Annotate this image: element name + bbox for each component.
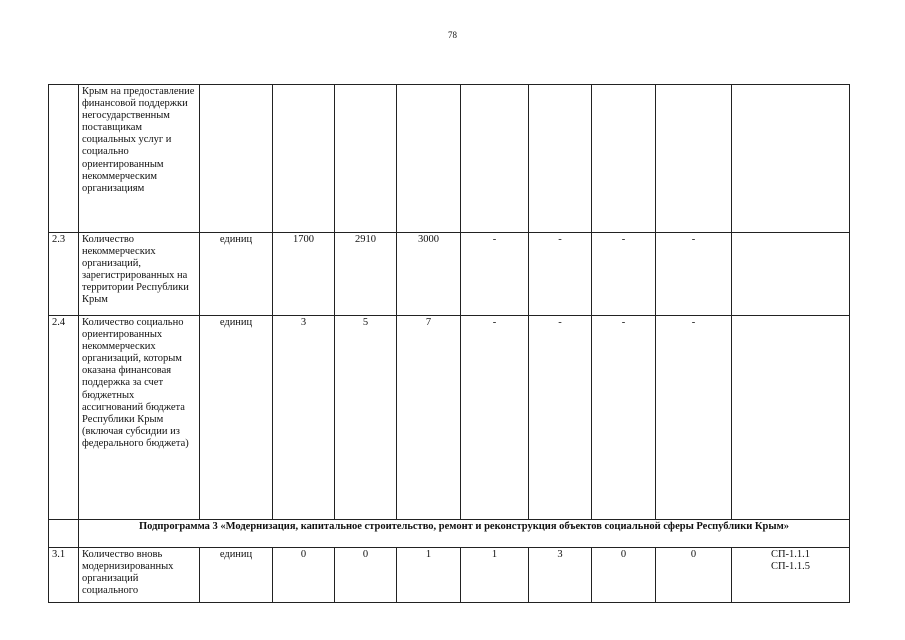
- unit-cell: единиц: [200, 316, 273, 520]
- reference-code: СП-1.1.1: [770, 549, 811, 560]
- value-cell: 1: [397, 548, 461, 603]
- value-cell: -: [592, 316, 656, 520]
- value-cell: -: [529, 316, 592, 520]
- value-cell: 7: [397, 316, 461, 520]
- unit-cell: единиц: [200, 233, 273, 316]
- value-cell: [335, 85, 397, 233]
- unit-cell: [200, 85, 273, 233]
- reference-code: СП-1.1.5: [770, 561, 811, 573]
- subprogram-title: Подпрограмма 3 «Модернизация, капитальное строительство, ремонт и реконструкция объектов социальной сферы Республики Крым»: [79, 520, 850, 548]
- value-cell: [529, 85, 592, 233]
- value-cell: [656, 85, 732, 233]
- table-row: [49, 548, 850, 603]
- value-cell: 0: [335, 548, 397, 603]
- row-number: [49, 520, 79, 548]
- value-cell: 0: [656, 548, 732, 603]
- row-number: 2.3: [49, 233, 79, 316]
- value-cell: [273, 85, 335, 233]
- value-cell: 5: [335, 316, 397, 520]
- value-cell: -: [656, 233, 732, 316]
- reference-cell: [732, 85, 850, 233]
- unit-cell: единиц: [200, 548, 273, 603]
- value-cell: [397, 85, 461, 233]
- value-cell: 1: [461, 548, 529, 603]
- value-cell: -: [461, 233, 529, 316]
- value-cell: 1700: [273, 233, 335, 316]
- value-cell: [592, 85, 656, 233]
- value-cell: 3: [273, 316, 335, 520]
- table-row: [49, 233, 850, 316]
- row-number: 3.1: [49, 548, 79, 603]
- value-cell: 3: [529, 548, 592, 603]
- indicator-name: Количество социально ориентированных некоммерческих организаций, которым оказана финансовая поддержка за счет бюджетных ассигнований бюджета Республики Крым (включая субсидии из федерального бюджета): [79, 316, 200, 520]
- reference-cell: [732, 548, 850, 603]
- value-cell: 3000: [397, 233, 461, 316]
- indicator-name: Крым на предоставление финансовой поддержки негосударственным поставщикам социальных услуг и социально ориентированным некоммерческим организациям: [79, 85, 200, 233]
- subprogram-row: [49, 520, 850, 548]
- value-cell: -: [656, 316, 732, 520]
- value-cell: -: [592, 233, 656, 316]
- value-cell: 0: [592, 548, 656, 603]
- value-cell: 2910: [335, 233, 397, 316]
- indicator-name: Количество вновь модернизированных организаций социального: [79, 548, 200, 603]
- table-row: [49, 316, 850, 520]
- value-cell: -: [529, 233, 592, 316]
- indicator-name: Количество некоммерческих организаций, зарегистрированных на территории Республики Крым: [79, 233, 200, 316]
- indicators-table: [48, 84, 850, 603]
- reference-cell: [732, 233, 850, 316]
- reference-cell: [732, 316, 850, 520]
- value-cell: 0: [273, 548, 335, 603]
- value-cell: [461, 85, 529, 233]
- page-number: 78: [448, 30, 457, 40]
- row-number: 2.4: [49, 316, 79, 520]
- value-cell: -: [461, 316, 529, 520]
- table-row: [49, 85, 850, 233]
- row-number: [49, 85, 79, 233]
